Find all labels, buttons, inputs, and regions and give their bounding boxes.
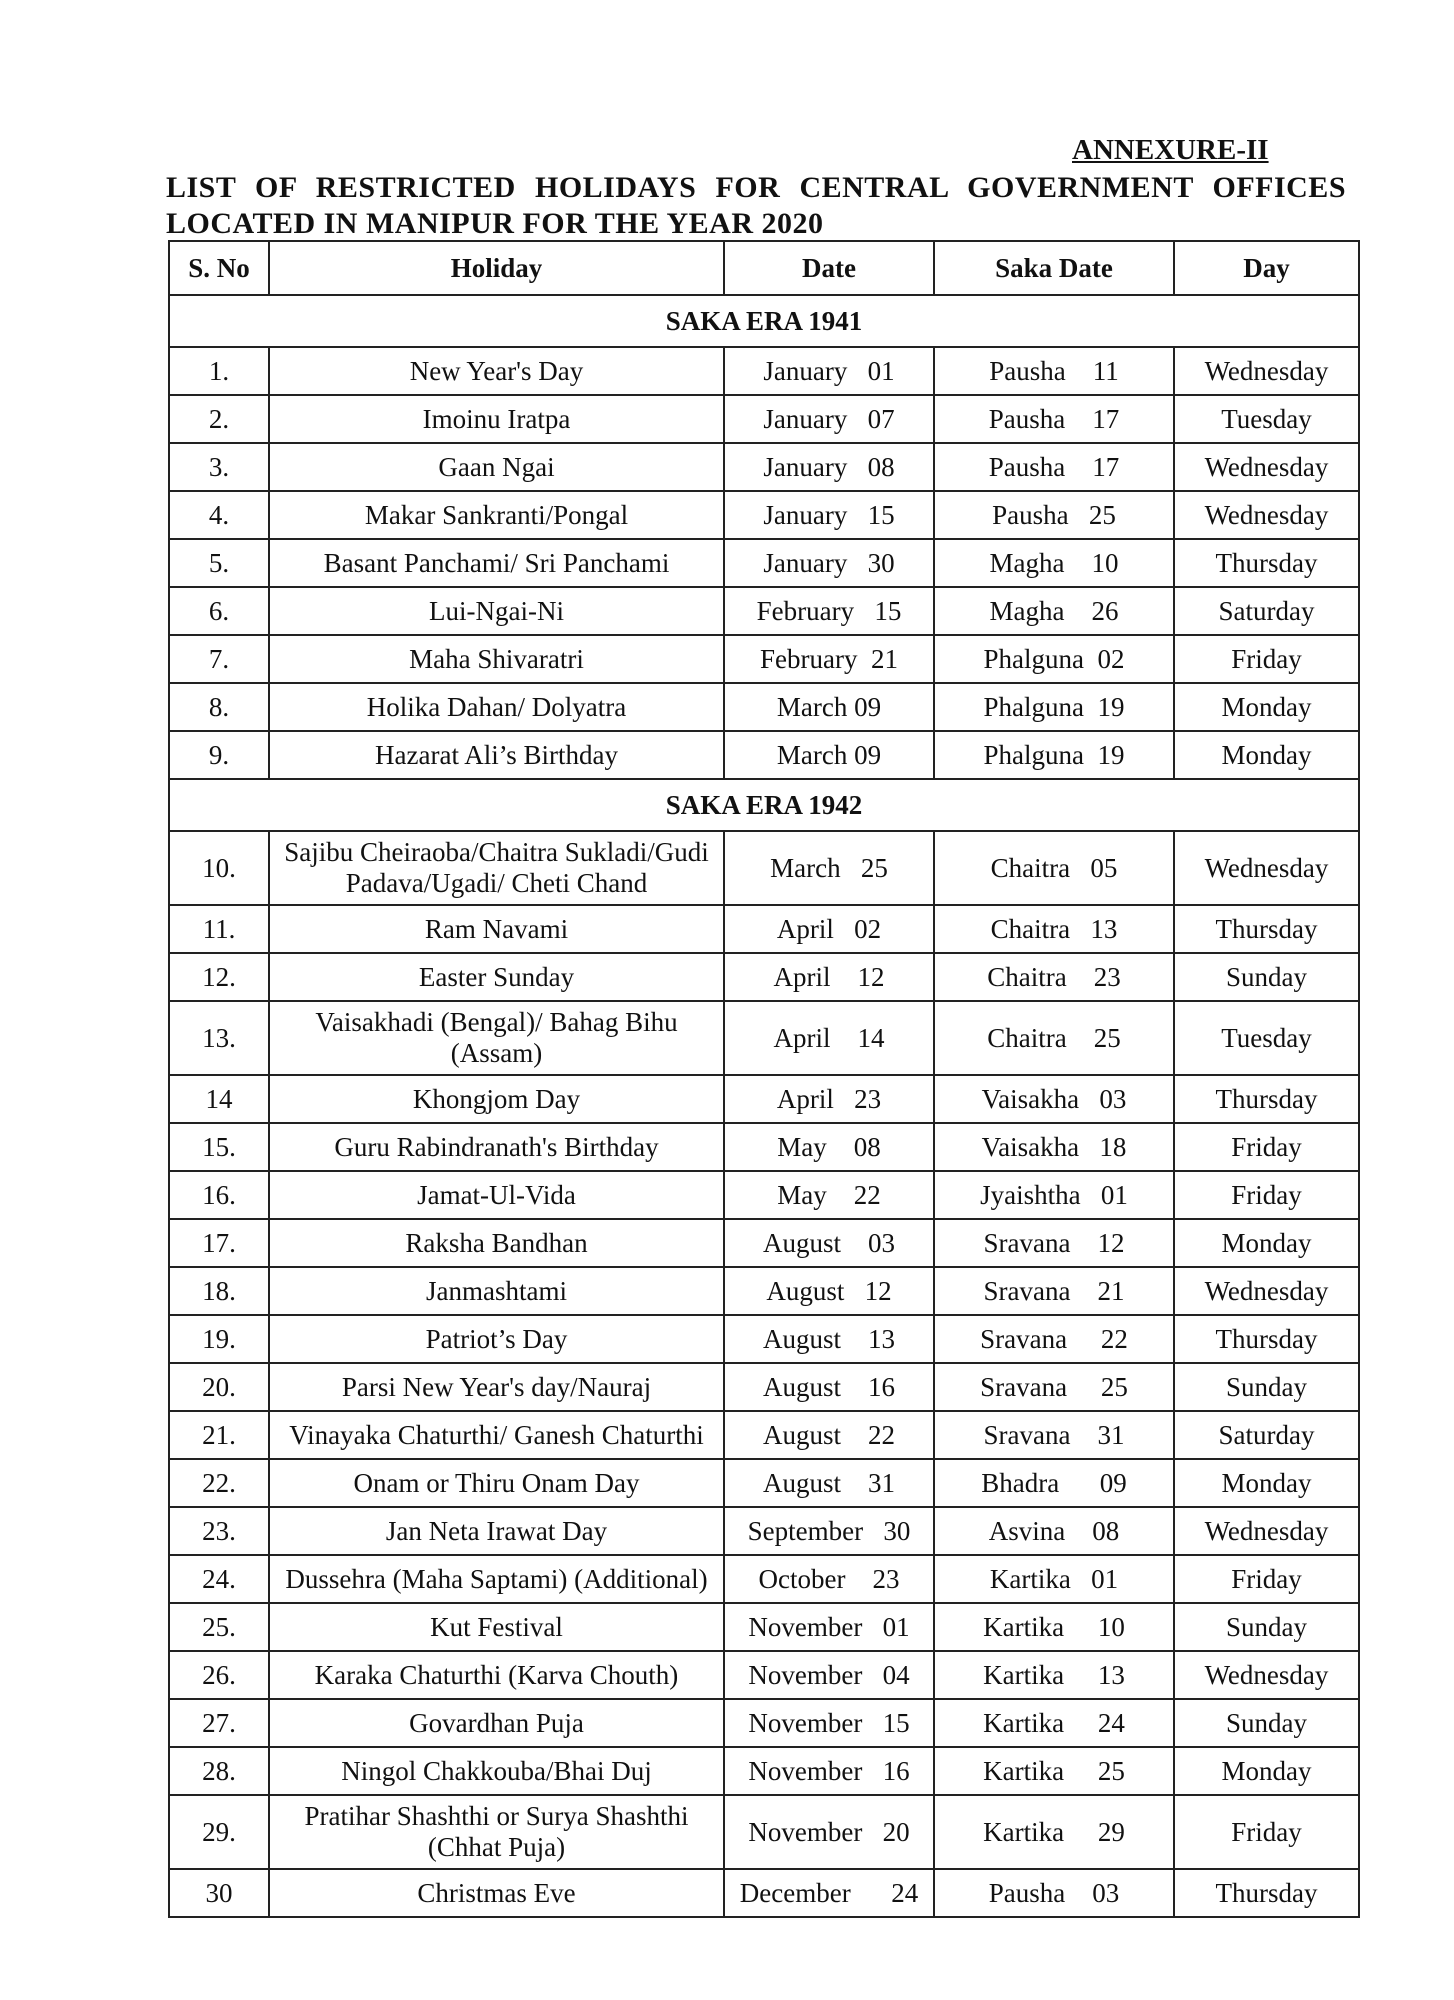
- table-row: [169, 1603, 1359, 1651]
- cell-holiday: Basant Panchami/ Sri Panchami: [269, 539, 724, 587]
- era-label: SAKA ERA 1941: [169, 295, 1359, 347]
- cell-holiday: Vaisakhadi (Bengal)/ Bahag Bihu (Assam): [269, 1001, 724, 1075]
- cell-saka-date: Pausha 03: [934, 1869, 1174, 1917]
- cell-saka-date: Vaisakha 03: [934, 1075, 1174, 1123]
- cell-date: August 22: [724, 1411, 934, 1459]
- title-line-2: LOCATED IN MANIPUR FOR THE YEAR 2020: [166, 207, 824, 240]
- cell-day: Thursday: [1174, 1869, 1359, 1917]
- cell-holiday: Janmashtami: [269, 1267, 724, 1315]
- cell-date: September 30: [724, 1507, 934, 1555]
- cell-saka-date: Chaitra 05: [934, 831, 1174, 905]
- table-row: [169, 831, 1359, 905]
- cell-saka-date: Chaitra 13: [934, 905, 1174, 953]
- table-row: [169, 1315, 1359, 1363]
- cell-date: December 24: [724, 1869, 934, 1917]
- cell-date: August 31: [724, 1459, 934, 1507]
- header-row: [169, 241, 1359, 295]
- cell-sno: 18.: [169, 1267, 269, 1315]
- cell-day: Friday: [1174, 635, 1359, 683]
- cell-sno: 6.: [169, 587, 269, 635]
- cell-holiday: Sajibu Cheiraoba/Chaitra Sukladi/Gudi Padava/Ugadi/ Cheti Chand: [269, 831, 724, 905]
- cell-day: Monday: [1174, 1747, 1359, 1795]
- cell-date: April 02: [724, 905, 934, 953]
- cell-saka-date: Kartika 29: [934, 1795, 1174, 1869]
- cell-day: Monday: [1174, 683, 1359, 731]
- cell-day: Wednesday: [1174, 443, 1359, 491]
- table-row: [169, 1869, 1359, 1917]
- cell-sno: 3.: [169, 443, 269, 491]
- header-day: Day: [1174, 241, 1359, 295]
- cell-day: Thursday: [1174, 1315, 1359, 1363]
- cell-holiday: Ningol Chakkouba/Bhai Duj: [269, 1747, 724, 1795]
- cell-sno: 14: [169, 1075, 269, 1123]
- header-saka-date: Saka Date: [934, 241, 1174, 295]
- cell-date: January 15: [724, 491, 934, 539]
- cell-day: Sunday: [1174, 1363, 1359, 1411]
- cell-holiday: Christmas Eve: [269, 1869, 724, 1917]
- cell-sno: 21.: [169, 1411, 269, 1459]
- cell-date: May 08: [724, 1123, 934, 1171]
- cell-sno: 5.: [169, 539, 269, 587]
- cell-day: Wednesday: [1174, 1507, 1359, 1555]
- cell-date: August 13: [724, 1315, 934, 1363]
- cell-holiday: Vinayaka Chaturthi/ Ganesh Chaturthi: [269, 1411, 724, 1459]
- cell-sno: 11.: [169, 905, 269, 953]
- table-row: [169, 1411, 1359, 1459]
- cell-day: Tuesday: [1174, 1001, 1359, 1075]
- table-row: [169, 1123, 1359, 1171]
- cell-day: Friday: [1174, 1555, 1359, 1603]
- cell-holiday: Maha Shivaratri: [269, 635, 724, 683]
- cell-day: Sunday: [1174, 953, 1359, 1001]
- cell-date: November 01: [724, 1603, 934, 1651]
- cell-saka-date: Phalguna 19: [934, 683, 1174, 731]
- cell-saka-date: Sravana 21: [934, 1267, 1174, 1315]
- cell-sno: 2.: [169, 395, 269, 443]
- cell-holiday: Raksha Bandhan: [269, 1219, 724, 1267]
- cell-date: February 21: [724, 635, 934, 683]
- cell-sno: 25.: [169, 1603, 269, 1651]
- cell-saka-date: Vaisakha 18: [934, 1123, 1174, 1171]
- cell-saka-date: Kartika 24: [934, 1699, 1174, 1747]
- cell-sno: 4.: [169, 491, 269, 539]
- cell-saka-date: Magha 26: [934, 587, 1174, 635]
- cell-sno: 19.: [169, 1315, 269, 1363]
- cell-day: Tuesday: [1174, 395, 1359, 443]
- cell-sno: 30: [169, 1869, 269, 1917]
- table-row: [169, 1747, 1359, 1795]
- table-row: [169, 1555, 1359, 1603]
- cell-date: November 16: [724, 1747, 934, 1795]
- cell-saka-date: Sravana 25: [934, 1363, 1174, 1411]
- table-row: [169, 443, 1359, 491]
- cell-saka-date: Pausha 17: [934, 395, 1174, 443]
- cell-holiday: Hazarat Ali’s Birthday: [269, 731, 724, 779]
- holidays-table-body: [169, 295, 1359, 1917]
- title-line-1: LIST OF RESTRICTED HOLIDAYS FOR CENTRAL GOVERNMENT OFFICES: [166, 171, 1346, 204]
- cell-saka-date: Kartika 01: [934, 1555, 1174, 1603]
- cell-saka-date: Pausha 17: [934, 443, 1174, 491]
- cell-date: April 14: [724, 1001, 934, 1075]
- cell-date: May 22: [724, 1171, 934, 1219]
- cell-sno: 15.: [169, 1123, 269, 1171]
- document-title: [166, 170, 1346, 242]
- cell-date: November 20: [724, 1795, 934, 1869]
- cell-day: Sunday: [1174, 1603, 1359, 1651]
- cell-date: April 12: [724, 953, 934, 1001]
- cell-sno: 10.: [169, 831, 269, 905]
- cell-sno: 7.: [169, 635, 269, 683]
- table-row: [169, 683, 1359, 731]
- cell-day: Thursday: [1174, 1075, 1359, 1123]
- cell-saka-date: Chaitra 23: [934, 953, 1174, 1001]
- table-row: [169, 587, 1359, 635]
- table-row: [169, 1001, 1359, 1075]
- cell-saka-date: Asvina 08: [934, 1507, 1174, 1555]
- cell-holiday: Ram Navami: [269, 905, 724, 953]
- cell-sno: 1.: [169, 347, 269, 395]
- cell-holiday: New Year's Day: [269, 347, 724, 395]
- cell-day: Sunday: [1174, 1699, 1359, 1747]
- cell-date: March 09: [724, 731, 934, 779]
- cell-day: Thursday: [1174, 539, 1359, 587]
- cell-holiday: Lui-Ngai-Ni: [269, 587, 724, 635]
- table-row: [169, 1459, 1359, 1507]
- cell-date: August 12: [724, 1267, 934, 1315]
- table-row: [169, 1171, 1359, 1219]
- cell-holiday: Makar Sankranti/Pongal: [269, 491, 724, 539]
- cell-sno: 17.: [169, 1219, 269, 1267]
- cell-saka-date: Magha 10: [934, 539, 1174, 587]
- cell-saka-date: Pausha 11: [934, 347, 1174, 395]
- cell-day: Friday: [1174, 1171, 1359, 1219]
- table-row: [169, 395, 1359, 443]
- cell-saka-date: Kartika 13: [934, 1651, 1174, 1699]
- cell-saka-date: Kartika 10: [934, 1603, 1174, 1651]
- cell-holiday: Khongjom Day: [269, 1075, 724, 1123]
- table-row: [169, 731, 1359, 779]
- cell-holiday: Guru Rabindranath's Birthday: [269, 1123, 724, 1171]
- cell-holiday: Imoinu Iratpa: [269, 395, 724, 443]
- cell-holiday: Jamat-Ul-Vida: [269, 1171, 724, 1219]
- cell-sno: 27.: [169, 1699, 269, 1747]
- cell-date: April 23: [724, 1075, 934, 1123]
- cell-saka-date: Sravana 31: [934, 1411, 1174, 1459]
- cell-date: January 01: [724, 347, 934, 395]
- cell-sno: 8.: [169, 683, 269, 731]
- cell-date: November 15: [724, 1699, 934, 1747]
- cell-saka-date: Pausha 25: [934, 491, 1174, 539]
- cell-date: January 07: [724, 395, 934, 443]
- cell-sno: 22.: [169, 1459, 269, 1507]
- era-label: SAKA ERA 1942: [169, 779, 1359, 831]
- cell-saka-date: Kartika 25: [934, 1747, 1174, 1795]
- table-row: [169, 905, 1359, 953]
- cell-sno: 28.: [169, 1747, 269, 1795]
- cell-date: October 23: [724, 1555, 934, 1603]
- cell-day: Friday: [1174, 1123, 1359, 1171]
- header-sno: S. No: [169, 241, 269, 295]
- cell-holiday: Parsi New Year's day/Nauraj: [269, 1363, 724, 1411]
- cell-day: Wednesday: [1174, 491, 1359, 539]
- cell-date: August 03: [724, 1219, 934, 1267]
- holidays-table: [168, 240, 1360, 1918]
- table-row: [169, 1651, 1359, 1699]
- cell-date: February 15: [724, 587, 934, 635]
- era-row: [169, 779, 1359, 831]
- cell-sno: 24.: [169, 1555, 269, 1603]
- cell-saka-date: Chaitra 25: [934, 1001, 1174, 1075]
- cell-day: Wednesday: [1174, 1267, 1359, 1315]
- cell-date: November 04: [724, 1651, 934, 1699]
- cell-holiday: Dussehra (Maha Saptami) (Additional): [269, 1555, 724, 1603]
- cell-sno: 12.: [169, 953, 269, 1001]
- cell-sno: 16.: [169, 1171, 269, 1219]
- cell-saka-date: Phalguna 02: [934, 635, 1174, 683]
- table-row: [169, 1267, 1359, 1315]
- table-row: [169, 491, 1359, 539]
- cell-day: Wednesday: [1174, 347, 1359, 395]
- cell-day: Friday: [1174, 1795, 1359, 1869]
- annexure-label: ANNEXURE-II: [1072, 134, 1269, 166]
- cell-holiday: Patriot’s Day: [269, 1315, 724, 1363]
- header-holiday: Holiday: [269, 241, 724, 295]
- cell-holiday: Onam or Thiru Onam Day: [269, 1459, 724, 1507]
- cell-sno: 23.: [169, 1507, 269, 1555]
- cell-holiday: Karaka Chaturthi (Karva Chouth): [269, 1651, 724, 1699]
- cell-holiday: Kut Festival: [269, 1603, 724, 1651]
- cell-holiday: Pratihar Shashthi or Surya Shashthi (Chhat Puja): [269, 1795, 724, 1869]
- era-row: [169, 295, 1359, 347]
- cell-date: March 09: [724, 683, 934, 731]
- table-row: [169, 1795, 1359, 1869]
- cell-saka-date: Jyaishtha 01: [934, 1171, 1174, 1219]
- cell-saka-date: Bhadra 09: [934, 1459, 1174, 1507]
- table-row: [169, 539, 1359, 587]
- header-date: Date: [724, 241, 934, 295]
- table-row: [169, 1075, 1359, 1123]
- cell-saka-date: Sravana 22: [934, 1315, 1174, 1363]
- cell-date: January 08: [724, 443, 934, 491]
- cell-holiday: Easter Sunday: [269, 953, 724, 1001]
- cell-day: Monday: [1174, 731, 1359, 779]
- table-row: [169, 347, 1359, 395]
- cell-saka-date: Phalguna 19: [934, 731, 1174, 779]
- cell-day: Wednesday: [1174, 1651, 1359, 1699]
- cell-day: Monday: [1174, 1219, 1359, 1267]
- cell-sno: 20.: [169, 1363, 269, 1411]
- cell-sno: 13.: [169, 1001, 269, 1075]
- cell-sno: 26.: [169, 1651, 269, 1699]
- table-row: [169, 953, 1359, 1001]
- table-row: [169, 635, 1359, 683]
- cell-date: March 25: [724, 831, 934, 905]
- cell-saka-date: Sravana 12: [934, 1219, 1174, 1267]
- cell-day: Wednesday: [1174, 831, 1359, 905]
- table-row: [169, 1507, 1359, 1555]
- cell-day: Thursday: [1174, 905, 1359, 953]
- cell-holiday: Govardhan Puja: [269, 1699, 724, 1747]
- table-row: [169, 1699, 1359, 1747]
- cell-day: Saturday: [1174, 1411, 1359, 1459]
- table-row: [169, 1363, 1359, 1411]
- cell-date: January 30: [724, 539, 934, 587]
- cell-date: August 16: [724, 1363, 934, 1411]
- cell-day: Monday: [1174, 1459, 1359, 1507]
- cell-holiday: Holika Dahan/ Dolyatra: [269, 683, 724, 731]
- table-row: [169, 1219, 1359, 1267]
- cell-sno: 29.: [169, 1795, 269, 1869]
- cell-holiday: Gaan Ngai: [269, 443, 724, 491]
- cell-holiday: Jan Neta Irawat Day: [269, 1507, 724, 1555]
- cell-day: Saturday: [1174, 587, 1359, 635]
- cell-sno: 9.: [169, 731, 269, 779]
